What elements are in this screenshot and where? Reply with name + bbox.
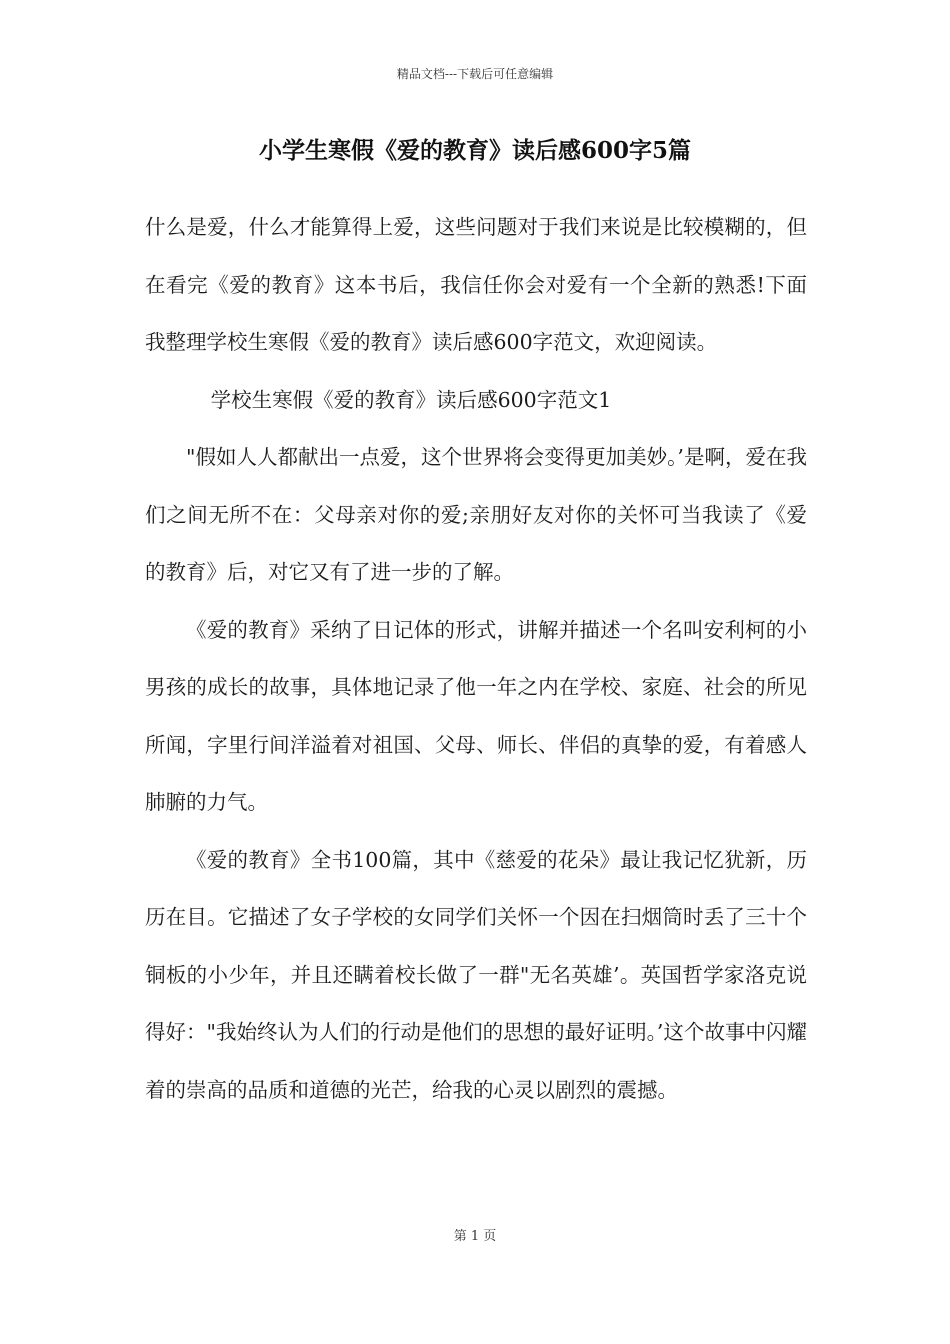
page-number: 第 1 页 — [453, 1229, 497, 1244]
intro-paragraph: 什么是爱，什么才能算得上爱，这些问题对于我们来说是比较模糊的，但在看完《爱的教育》这本书后，我信任你会对爱有一个全新的熟悉!下面我整理学校生寒假《爱的教育》读后感600字范文，欢迎阅读。 — [145, 215, 807, 354]
body-paragraph: "假如人人都献出一点爱，这个世界将会变得更加美妙。’是啊，爱在我们之间无所不在：父母亲对你的爱;亲朋好友对你的关怀可当我读了《爱的教育》后，对它又有了进一步的了解。 — [145, 445, 807, 584]
document-body — [145, 199, 807, 1119]
body-paragraph: 《爱的教育》全书100篇，其中《慈爱的花朵》最让我记忆犹新，历历在目。它描述了女子学校的女同学们关怀一个因在扫烟筒时丢了三十个铜板的小少年，并且还瞒着校长做了一群"无名英雄’。英国哲学家洛克说得好："我始终认为人们的行动是他们的思想的最好证明。’这个故事中闪耀着的崇高的品质和道德的光芒，给我的心灵以剧烈的震撼。 — [145, 847, 807, 1102]
document-title: 小学生寒假《爱的教育》读后感600字5篇 — [258, 137, 691, 164]
section-heading: 学校生寒假《爱的教育》读后感600字范文1 — [210, 387, 612, 412]
body-paragraph: 《爱的教育》采纳了日记体的形式，讲解并描述一个名叫安利柯的小男孩的成长的故事，具体地记录了他一年之内在学校、家庭、社会的所见所闻，字里行间洋溢着对祖国、父母、师长、伴侣的真挚的爱，有着感人肺腑的力气。 — [145, 617, 807, 814]
page-header: 精品文档---下载后可任意编辑 — [396, 67, 554, 81]
